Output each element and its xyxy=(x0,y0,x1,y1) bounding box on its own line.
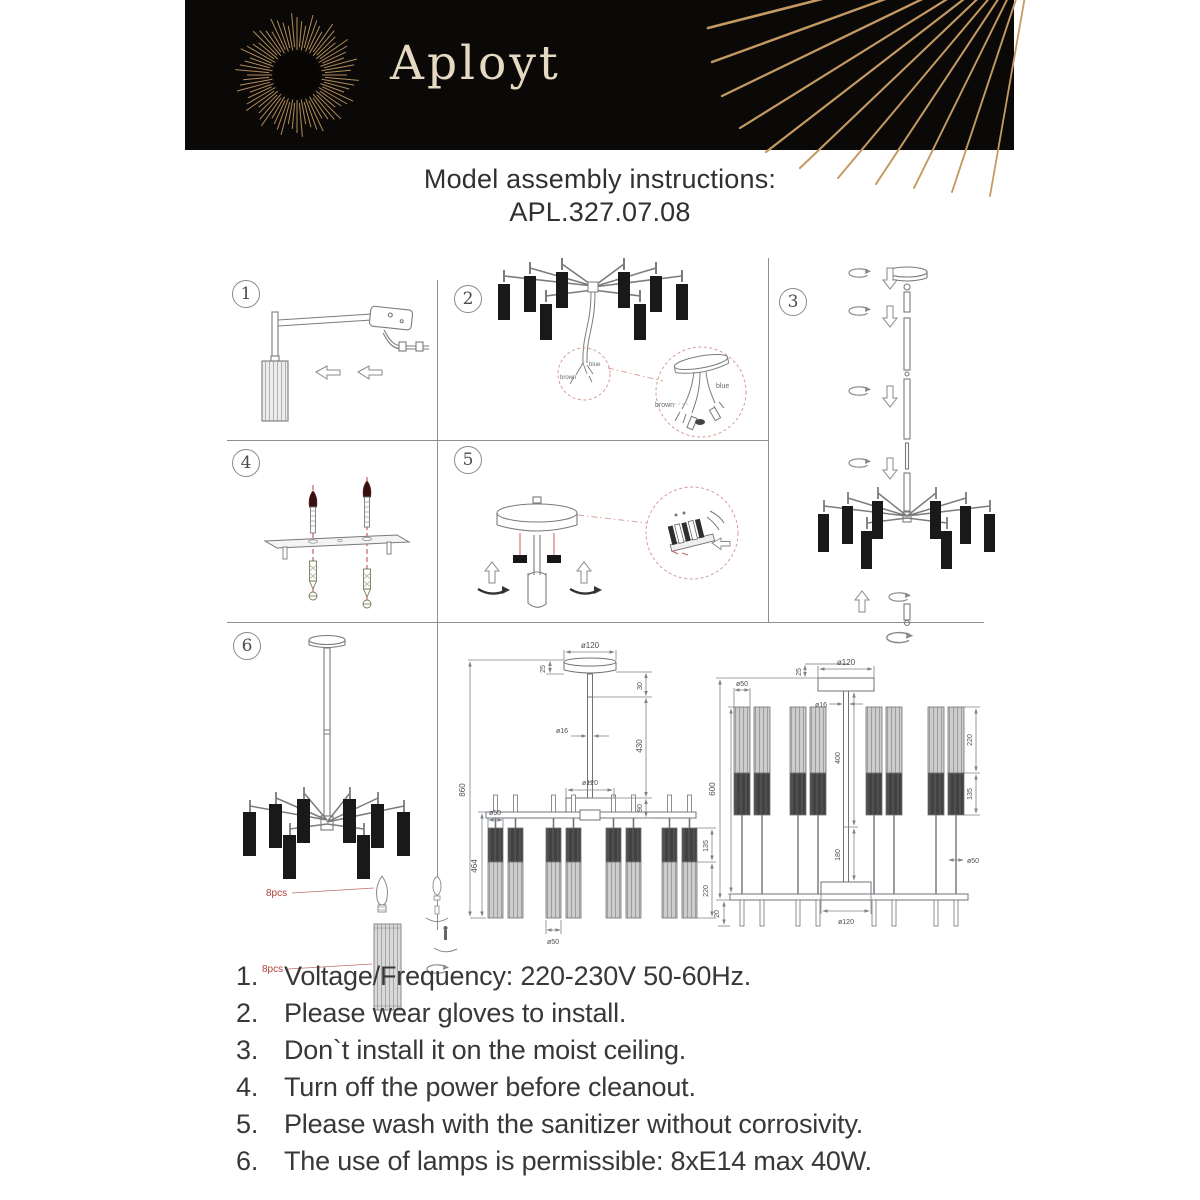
rotate-arrows-dark xyxy=(478,586,602,594)
dim-inner-height: 464 xyxy=(470,859,479,873)
detail-circle-small xyxy=(558,348,610,400)
stem-rods xyxy=(904,292,910,511)
bulb-part xyxy=(377,876,388,912)
wire-label-brown: brown xyxy=(560,375,577,381)
instruction-number: 4. xyxy=(236,1072,259,1102)
instruction-list xyxy=(236,958,1016,1180)
dim-post-height: 20 xyxy=(714,910,721,918)
instruction-text: Don`t install it on the moist ceiling. xyxy=(284,1035,687,1065)
instruction-item xyxy=(236,958,1016,995)
step5-diagram xyxy=(442,463,764,618)
grid-divider-h1 xyxy=(227,440,768,441)
instruction-item xyxy=(236,1069,1016,1106)
page-title: Model assembly instructions: xyxy=(423,164,777,194)
dim-stem-upper: 400 xyxy=(835,752,842,764)
brand-header xyxy=(185,0,1014,150)
instruction-text: Voltage/Frequency: 220-230V 50-60Hz. xyxy=(284,961,752,991)
bulb-qty-label: 8pcs xyxy=(266,888,288,899)
ceiling-canopy xyxy=(497,497,577,531)
detail-leader xyxy=(608,368,663,381)
dim-hub-dia: ø120 xyxy=(582,780,598,787)
step-number: 5 xyxy=(462,450,474,470)
dim-stem-dia: ø16 xyxy=(814,702,827,709)
instruction-number: 3. xyxy=(236,1035,259,1065)
instruction-item xyxy=(236,1032,1016,1069)
step1-diagram xyxy=(232,290,432,435)
title-block xyxy=(0,163,1200,229)
nut-leader-lines xyxy=(520,533,554,555)
step4-diagram xyxy=(235,465,435,615)
dim-top-gap: 30 xyxy=(637,682,644,690)
instruction-item xyxy=(236,1143,1016,1180)
starburst-logo-icon xyxy=(235,3,361,147)
dimension-drawing-flipped xyxy=(706,632,988,950)
step3-diagram xyxy=(772,260,982,620)
step-number: 2 xyxy=(462,289,474,309)
instruction-text: Turn off the power before cleanout. xyxy=(284,1072,696,1102)
pendant-wire xyxy=(583,292,595,363)
threaded-pipe xyxy=(528,535,546,607)
terminal-block-detail xyxy=(666,511,730,555)
grid-divider-h2 xyxy=(227,622,984,623)
up-arrow-icon xyxy=(855,591,869,612)
instruction-number: 1. xyxy=(236,961,259,991)
wall-anchors xyxy=(309,561,371,608)
brand-name: Aployt xyxy=(390,36,561,91)
instruction-text: Please wear gloves to install. xyxy=(284,998,627,1028)
step6-diagram xyxy=(232,630,437,975)
junction-box xyxy=(369,306,413,330)
dim-canopy-dia: ø120 xyxy=(580,641,600,650)
shade-qty-label: 8pcs xyxy=(262,964,284,975)
lock-nut xyxy=(513,555,527,563)
dim-side-dia: ø50 xyxy=(967,858,980,865)
arm-tube xyxy=(278,314,372,326)
grid-divider-v1 xyxy=(437,280,438,930)
stem xyxy=(321,648,333,830)
screws xyxy=(309,481,371,533)
instruction-item xyxy=(236,995,1016,1032)
dim-canopy-height: 25 xyxy=(796,668,803,676)
dim-glass-height: 220 xyxy=(967,734,974,746)
instruction-number: 6. xyxy=(236,1146,259,1176)
dim-inner-height: 464 xyxy=(733,795,742,809)
wire-label-brown-2: brown xyxy=(655,402,675,409)
dimension-drawing-front xyxy=(450,632,730,950)
dim-canopy-dia: ø120 xyxy=(836,658,856,667)
up-arrow-icon xyxy=(485,562,499,583)
decorative-rays-icon xyxy=(714,0,1014,150)
slide-arrow-icons xyxy=(316,366,382,379)
step-number: 1 xyxy=(240,284,252,304)
lock-nut xyxy=(547,555,561,563)
step2-diagram xyxy=(442,262,764,437)
dim-stem-length: 430 xyxy=(635,739,644,753)
logo-center-disc xyxy=(274,52,320,98)
step-number: 4 xyxy=(240,453,252,473)
instruction-text: The use of lamps is permissible: 8xE14 max 40W. xyxy=(284,1146,872,1176)
mounting-bar xyxy=(265,535,409,559)
dim-canopy-height: 25 xyxy=(540,665,547,673)
dim-shade-top: 135 xyxy=(703,840,710,852)
dim-hub-dia: ø120 xyxy=(838,919,854,926)
instruction-text: Please wash with the sanitizer without corrosivity. xyxy=(284,1109,864,1139)
dim-total-height: 860 xyxy=(458,783,467,797)
wire-label-blue: blue xyxy=(589,362,601,368)
ceiling-canopy xyxy=(309,636,345,648)
dim-bottom-shade-dia: ø50 xyxy=(546,939,560,946)
dim-stem-lower: 180 xyxy=(835,849,842,861)
dim-stem-dia: ø16 xyxy=(555,728,568,735)
step-number: 6 xyxy=(241,636,253,656)
canopy-detail xyxy=(673,351,729,429)
lamp-shade xyxy=(262,361,288,421)
detail-leader xyxy=(578,515,647,523)
instruction-number: 5. xyxy=(236,1109,259,1139)
up-arrow-icon xyxy=(577,562,591,583)
model-number: APL.327.07.08 xyxy=(509,197,691,227)
wire-label-blue-2: blue xyxy=(716,383,730,390)
dim-hub-height: 90 xyxy=(637,804,644,812)
dim-shade-dia: ø50 xyxy=(488,810,502,817)
qty-leader xyxy=(292,888,374,893)
wall-rod xyxy=(272,312,278,358)
step-number: 3 xyxy=(787,292,799,312)
instruction-number: 2. xyxy=(236,998,259,1028)
instruction-item xyxy=(236,1106,1016,1143)
dim-dark-height: 135 xyxy=(967,788,974,800)
grid-divider-v2 xyxy=(768,258,769,622)
dim-total-height: 600 xyxy=(708,782,717,796)
dim-shade-glass: 220 xyxy=(703,885,710,897)
dim-shade-dia: ø50 xyxy=(735,681,749,688)
